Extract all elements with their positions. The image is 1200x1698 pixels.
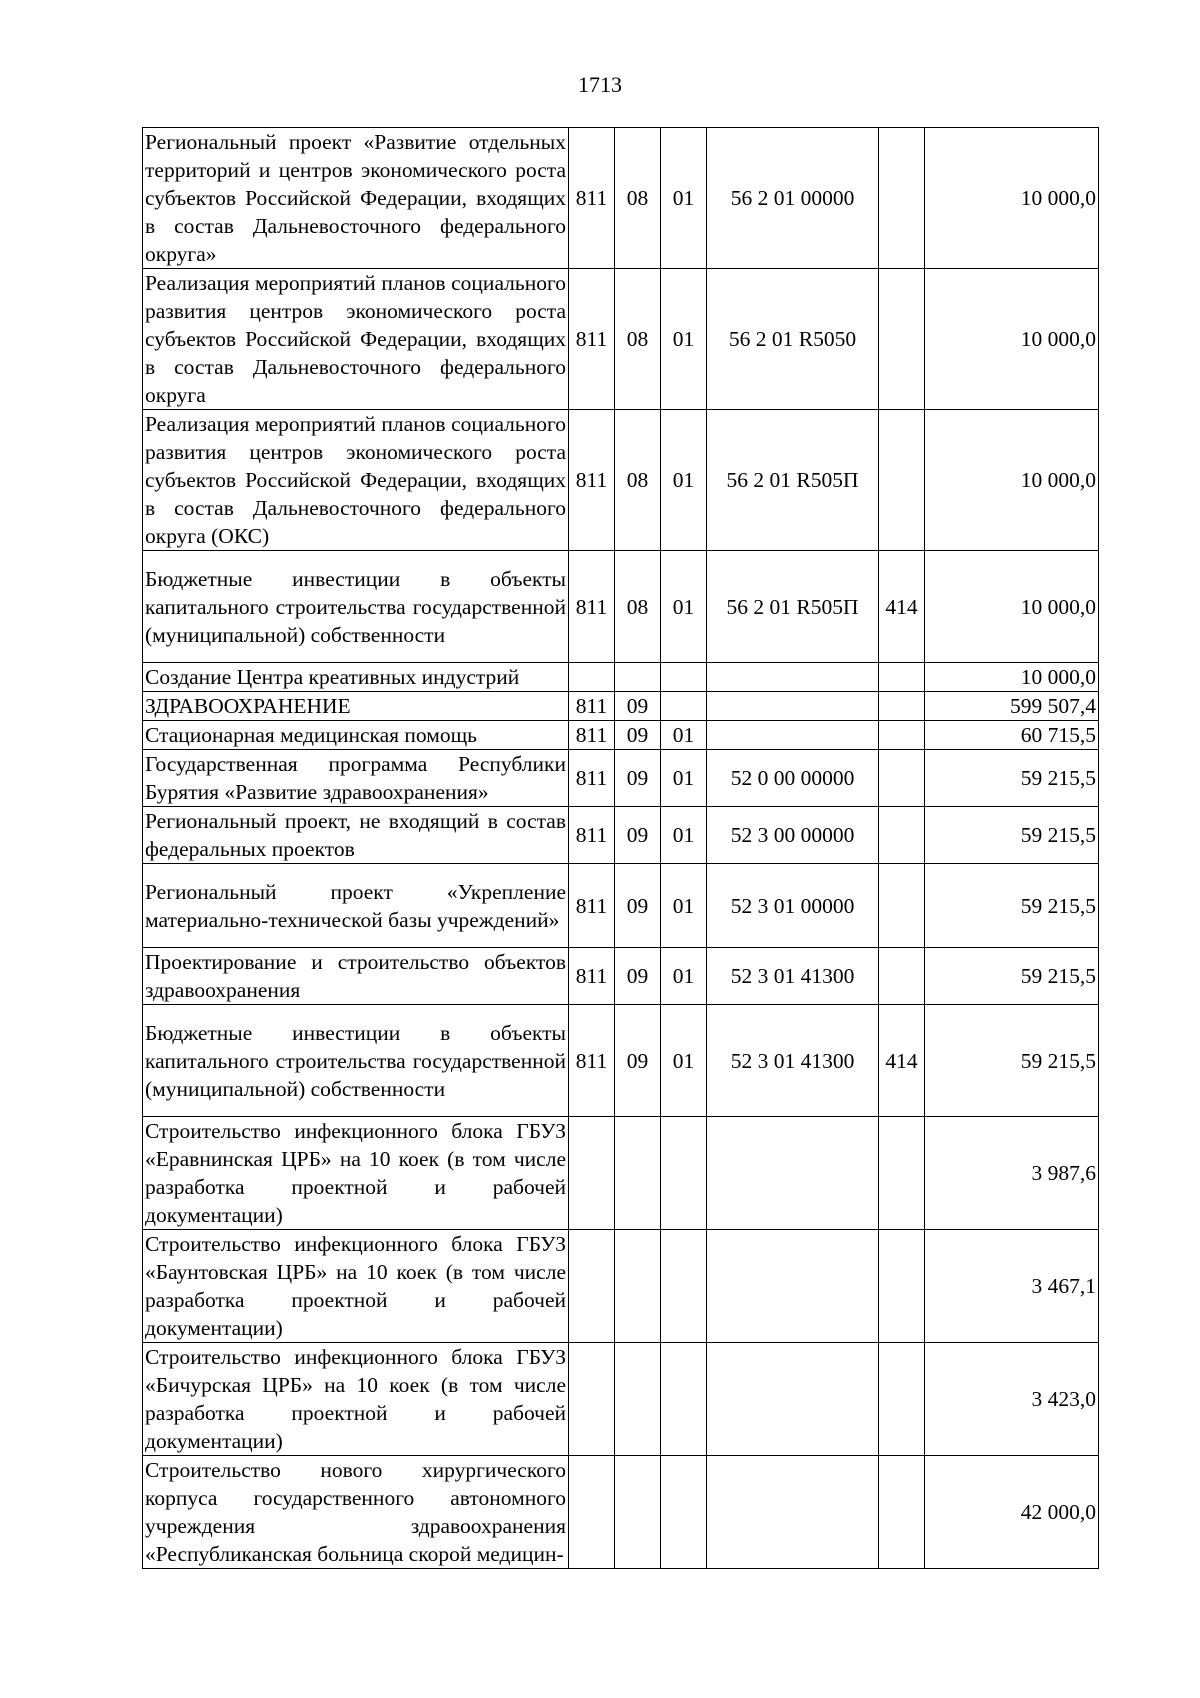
amount-value: 10 000,0 bbox=[925, 410, 1099, 551]
expense-type-code bbox=[879, 410, 925, 551]
target-item-code bbox=[707, 1117, 879, 1230]
section-code: 08 bbox=[615, 269, 661, 410]
target-item-code bbox=[707, 1456, 879, 1569]
section-code bbox=[615, 1343, 661, 1456]
expense-type-code bbox=[879, 663, 925, 692]
table-row bbox=[143, 410, 1099, 551]
table-row bbox=[143, 948, 1099, 1005]
expense-type-code bbox=[879, 721, 925, 750]
row-name: Строительство инфекционного блока ГБУЗ «Бичурская ЦРБ» на 10 коек (в том числе разработка проектной и рабочей документации) bbox=[143, 1343, 569, 1456]
row-name: Создание Центра креативных индустрий bbox=[143, 663, 569, 692]
ministry-code bbox=[569, 1117, 615, 1230]
section-code: 08 bbox=[615, 128, 661, 269]
table-row bbox=[143, 807, 1099, 864]
section-code: 09 bbox=[615, 1005, 661, 1117]
amount-value: 10 000,0 bbox=[925, 269, 1099, 410]
ministry-code: 811 bbox=[569, 750, 615, 807]
target-item-code: 52 3 01 41300 bbox=[707, 1005, 879, 1117]
table-row bbox=[143, 663, 1099, 692]
expense-type-code bbox=[879, 1456, 925, 1569]
ministry-code bbox=[569, 663, 615, 692]
expense-type-code bbox=[879, 128, 925, 269]
expense-type-code bbox=[879, 692, 925, 721]
amount-value: 59 215,5 bbox=[925, 948, 1099, 1005]
row-name: Бюджетные инвестиции в объекты капитального строительства государственной (муниципальной) собственности bbox=[143, 551, 569, 663]
section-code: 08 bbox=[615, 551, 661, 663]
amount-value: 59 215,5 bbox=[925, 807, 1099, 864]
subsection-code: 01 bbox=[661, 128, 707, 269]
amount-value: 59 215,5 bbox=[925, 864, 1099, 948]
ministry-code: 811 bbox=[569, 721, 615, 750]
page-number: 1713 bbox=[578, 72, 622, 97]
subsection-code bbox=[661, 1456, 707, 1569]
section-code: 09 bbox=[615, 750, 661, 807]
expense-type-code bbox=[879, 269, 925, 410]
target-item-code bbox=[707, 663, 879, 692]
table-row bbox=[143, 750, 1099, 807]
expense-type-code bbox=[879, 948, 925, 1005]
table-row bbox=[143, 1117, 1099, 1230]
amount-value: 3 987,6 bbox=[925, 1117, 1099, 1230]
section-code: 09 bbox=[615, 807, 661, 864]
row-name: Региональный проект «Укрепление материально-технической базы учреждений» bbox=[143, 864, 569, 948]
expense-type-code bbox=[879, 864, 925, 948]
section-code: 09 bbox=[615, 864, 661, 948]
ministry-code: 811 bbox=[569, 269, 615, 410]
target-item-code: 56 2 01 R505П bbox=[707, 410, 879, 551]
subsection-code: 01 bbox=[661, 410, 707, 551]
target-item-code bbox=[707, 721, 879, 750]
expense-type-code bbox=[879, 750, 925, 807]
target-item-code: 52 0 00 00000 bbox=[707, 750, 879, 807]
subsection-code: 01 bbox=[661, 551, 707, 663]
amount-value: 599 507,4 bbox=[925, 692, 1099, 721]
ministry-code bbox=[569, 1456, 615, 1569]
subsection-code: 01 bbox=[661, 948, 707, 1005]
table-row bbox=[143, 551, 1099, 663]
row-name: Реализация мероприятий планов социального развития центров экономического роста субъектов Российской Федерации, входящих в состав Дальневосточного федерального округа bbox=[143, 269, 569, 410]
row-name: ЗДРАВООХРАНЕНИЕ bbox=[143, 692, 569, 721]
subsection-code: 01 bbox=[661, 269, 707, 410]
target-item-code: 56 2 01 R5050 bbox=[707, 269, 879, 410]
ministry-code: 811 bbox=[569, 807, 615, 864]
ministry-code: 811 bbox=[569, 864, 615, 948]
amount-value: 59 215,5 bbox=[925, 750, 1099, 807]
amount-value: 60 715,5 bbox=[925, 721, 1099, 750]
target-item-code: 56 2 01 R505П bbox=[707, 551, 879, 663]
section-code: 09 bbox=[615, 948, 661, 1005]
ministry-code: 811 bbox=[569, 551, 615, 663]
table-row bbox=[143, 1230, 1099, 1343]
amount-value: 10 000,0 bbox=[925, 128, 1099, 269]
subsection-code: 01 bbox=[661, 750, 707, 807]
amount-value: 10 000,0 bbox=[925, 551, 1099, 663]
amount-value: 42 000,0 bbox=[925, 1456, 1099, 1569]
ministry-code: 811 bbox=[569, 410, 615, 551]
budget-table-body bbox=[143, 128, 1099, 1569]
target-item-code: 56 2 01 00000 bbox=[707, 128, 879, 269]
target-item-code: 52 3 00 00000 bbox=[707, 807, 879, 864]
section-code: 09 bbox=[615, 721, 661, 750]
table-row bbox=[143, 692, 1099, 721]
section-code bbox=[615, 1456, 661, 1569]
section-code bbox=[615, 663, 661, 692]
subsection-code: 01 bbox=[661, 721, 707, 750]
expense-type-code bbox=[879, 807, 925, 864]
ministry-code: 811 bbox=[569, 692, 615, 721]
row-name: Региональный проект «Развитие отдельных территорий и центров экономического роста субъектов Российской Федерации, входящих в состав Дальневосточного федерального округа» bbox=[143, 128, 569, 269]
subsection-code bbox=[661, 1343, 707, 1456]
ministry-code bbox=[569, 1343, 615, 1456]
subsection-code bbox=[661, 663, 707, 692]
row-name: Строительство инфекционного блока ГБУЗ «Еравнинская ЦРБ» на 10 коек (в том числе разработка проектной и рабочей документации) bbox=[143, 1117, 569, 1230]
row-name: Строительство нового хирургического корпуса государственного автономного учреждения здравоохранения «Республиканская больница скорой медицин- bbox=[143, 1456, 569, 1569]
amount-value: 3 423,0 bbox=[925, 1343, 1099, 1456]
expense-type-code bbox=[879, 1117, 925, 1230]
expense-type-code: 414 bbox=[879, 551, 925, 663]
table-row bbox=[143, 864, 1099, 948]
ministry-code: 811 bbox=[569, 1005, 615, 1117]
ministry-code bbox=[569, 1230, 615, 1343]
amount-value: 10 000,0 bbox=[925, 663, 1099, 692]
target-item-code: 52 3 01 41300 bbox=[707, 948, 879, 1005]
section-code bbox=[615, 1117, 661, 1230]
row-name: Реализация мероприятий планов социального развития центров экономического роста субъектов Российской Федерации, входящих в состав Дальневосточного федерального округа (ОКС) bbox=[143, 410, 569, 551]
subsection-code: 01 bbox=[661, 807, 707, 864]
subsection-code: 01 bbox=[661, 1005, 707, 1117]
table-row bbox=[143, 721, 1099, 750]
expense-type-code bbox=[879, 1230, 925, 1343]
table-row bbox=[143, 269, 1099, 410]
row-name: Проектирование и строительство объектов здравоохранения bbox=[143, 948, 569, 1005]
ministry-code: 811 bbox=[569, 128, 615, 269]
row-name: Региональный проект, не входящий в состав федеральных проектов bbox=[143, 807, 569, 864]
subsection-code: 01 bbox=[661, 864, 707, 948]
expense-type-code: 414 bbox=[879, 1005, 925, 1117]
table-row bbox=[143, 128, 1099, 269]
row-name: Государственная программа Республики Бурятия «Развитие здравоохранения» bbox=[143, 750, 569, 807]
amount-value: 59 215,5 bbox=[925, 1005, 1099, 1117]
table-row bbox=[143, 1343, 1099, 1456]
budget-table bbox=[142, 127, 1099, 1569]
ministry-code: 811 bbox=[569, 948, 615, 1005]
subsection-code bbox=[661, 1230, 707, 1343]
target-item-code bbox=[707, 692, 879, 721]
target-item-code: 52 3 01 00000 bbox=[707, 864, 879, 948]
subsection-code bbox=[661, 692, 707, 721]
row-name: Бюджетные инвестиции в объекты капитального строительства государственной (муниципальной) собственности bbox=[143, 1005, 569, 1117]
subsection-code bbox=[661, 1117, 707, 1230]
row-name: Стационарная медицинская помощь bbox=[143, 721, 569, 750]
section-code: 09 bbox=[615, 692, 661, 721]
section-code: 08 bbox=[615, 410, 661, 551]
row-name: Строительство инфекционного блока ГБУЗ «Баунтовская ЦРБ» на 10 коек (в том числе разработка проектной и рабочей документации) bbox=[143, 1230, 569, 1343]
table-row bbox=[143, 1005, 1099, 1117]
expense-type-code bbox=[879, 1343, 925, 1456]
target-item-code bbox=[707, 1343, 879, 1456]
table-row bbox=[143, 1456, 1099, 1569]
amount-value: 3 467,1 bbox=[925, 1230, 1099, 1343]
section-code bbox=[615, 1230, 661, 1343]
target-item-code bbox=[707, 1230, 879, 1343]
